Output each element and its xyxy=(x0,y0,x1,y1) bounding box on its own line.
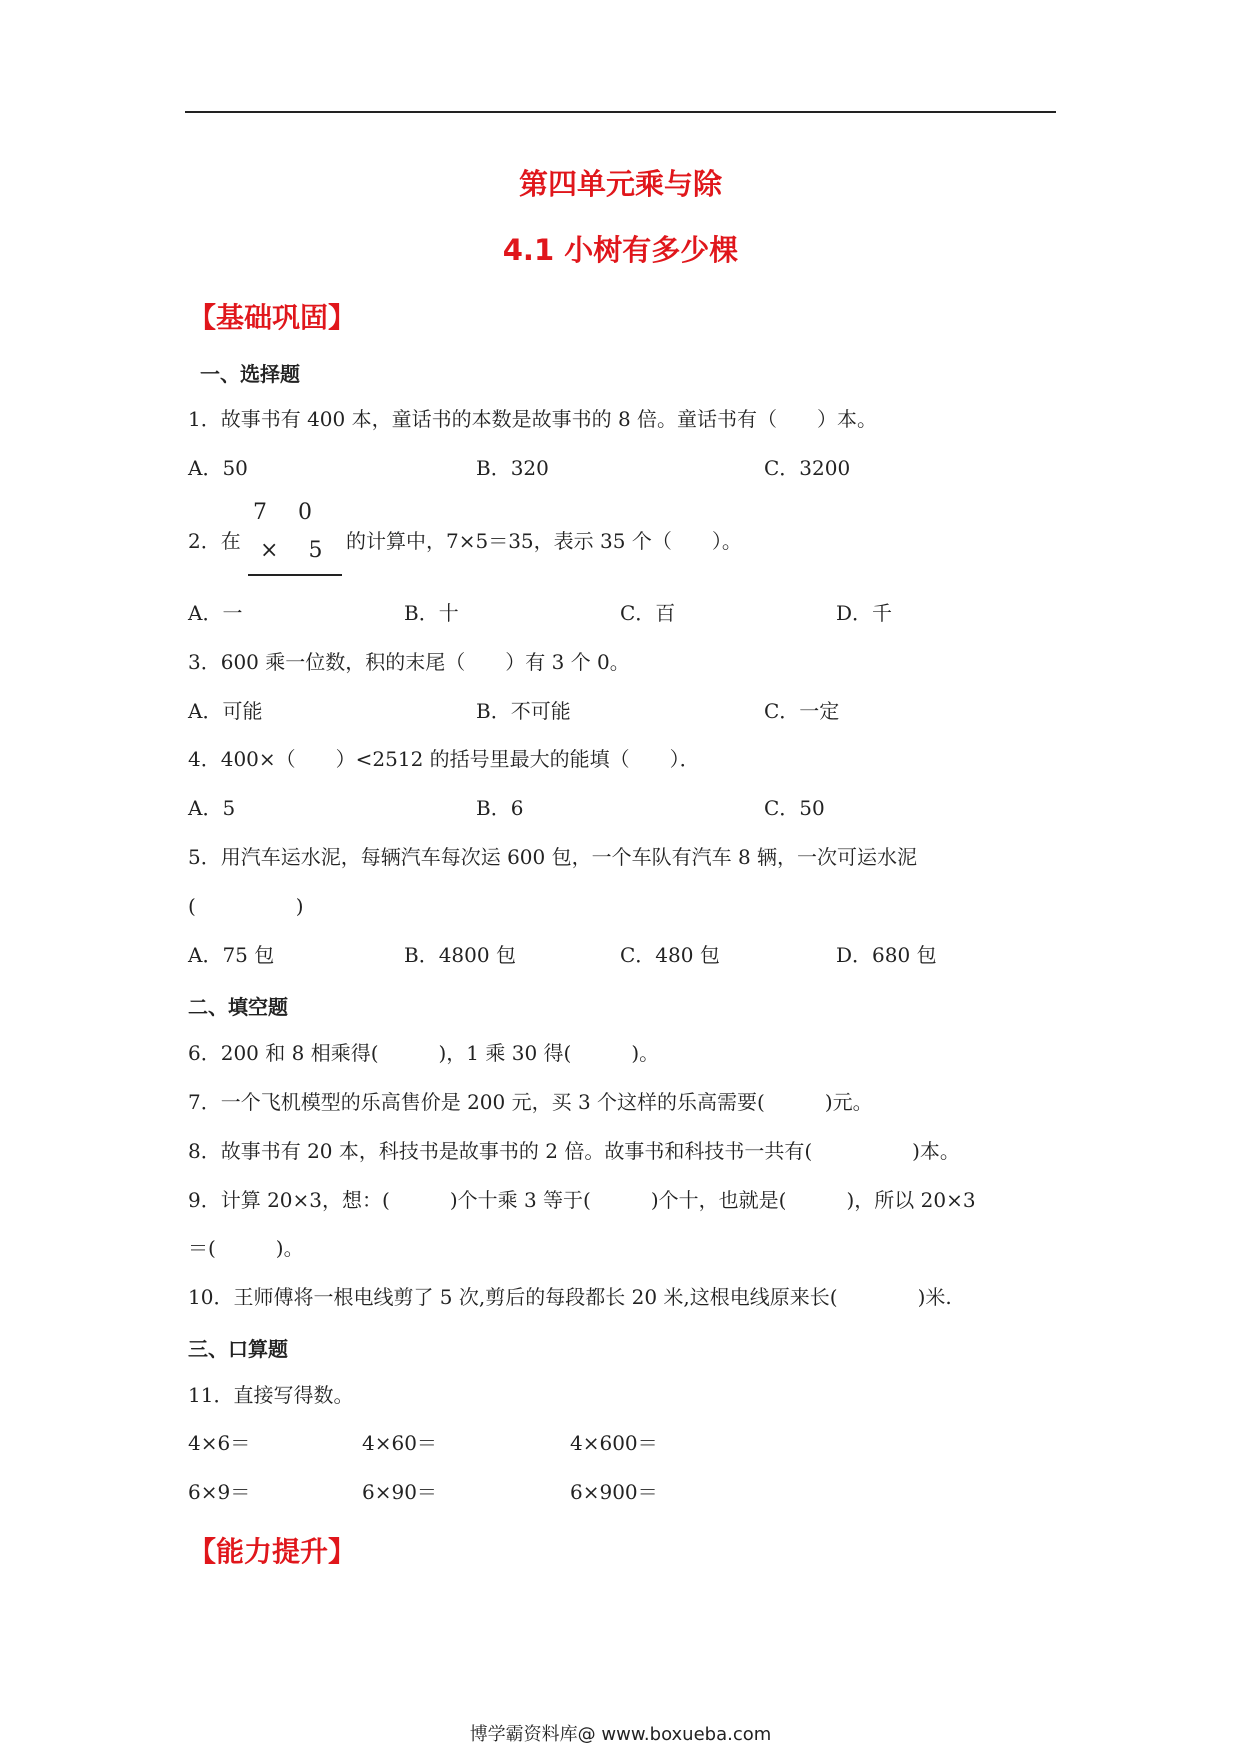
q1-option-b: B．320 xyxy=(476,456,549,480)
q2-option-c: C．百 xyxy=(620,601,676,625)
q11-item: 6×9＝ xyxy=(188,1480,251,1504)
multiply-sign: × xyxy=(260,538,279,563)
q2-suffix: 的计算中，7×5＝35，表示 35 个（ ）。 xyxy=(346,529,742,553)
q11-item: 6×900＝ xyxy=(570,1480,658,1504)
q7-text: 7．一个飞机模型的乐高售价是 200 元，买 3 个这样的乐高需要( )元。 xyxy=(188,1090,873,1114)
footer-watermark: 博学霸资料库@ www.boxueba.com xyxy=(469,1724,772,1745)
vertical-multiplier xyxy=(260,538,322,563)
q11-item: 6×90＝ xyxy=(362,1480,437,1504)
part2-heading: 二、填空题 xyxy=(188,995,288,1019)
q5-text: 5．用汽车运水泥，每辆汽车每次运 600 包，一个车队有汽车 8 辆，一次可运水泥 xyxy=(188,845,918,869)
q2-option-d: D．千 xyxy=(836,601,893,625)
lesson-title: 4.1 小树有多少棵 xyxy=(502,233,739,267)
unit-title: 第四单元乘与除 xyxy=(518,167,722,201)
vertical-multiplication xyxy=(248,496,342,578)
q11-text: 11．直接写得数。 xyxy=(188,1383,354,1407)
q1-text: 1．故事书有 400 本，童话书的本数是故事书的 8 倍。童话书有（ ）本。 xyxy=(188,407,878,431)
section-basic: 【基础巩固】 xyxy=(188,301,357,334)
header-rule xyxy=(185,111,1056,113)
q5-blank: ( ) xyxy=(188,894,304,918)
q11-item: 4×600＝ xyxy=(570,1431,658,1455)
q4-text: 4．400×（ ）<2512 的括号里最大的能填（ ）． xyxy=(188,747,700,771)
q8-text: 8．故事书有 20 本，科技书是故事书的 2 倍。故事书和科技书一共有( )本。 xyxy=(188,1139,960,1163)
vertical-top-number: 7 0 xyxy=(253,500,324,525)
q3-text: 3．600 乘一位数，积的末尾（ ）有 3 个 0。 xyxy=(188,650,630,674)
q11-item: 4×6＝ xyxy=(188,1431,251,1455)
q5-option-a: A．75 包 xyxy=(188,943,275,967)
q9-text: 9．计算 20×3，想：( )个十乘 3 等于( )个十，也就是( )，所以 20×3 xyxy=(188,1188,976,1212)
q5-option-d: D．680 包 xyxy=(836,943,937,967)
q3-option-b: B．不可能 xyxy=(476,699,571,723)
q10-text: 10．王师傅将一根电线剪了 5 次,剪后的每段都长 20 米,这根电线原来长( )米. xyxy=(188,1285,952,1309)
q3-option-c: C．一定 xyxy=(764,699,840,723)
q4-option-c: C．50 xyxy=(764,796,825,820)
q2-option-b: B．十 xyxy=(404,601,459,625)
q2-option-a: A．一 xyxy=(188,601,243,625)
multiplier-number: 5 xyxy=(308,538,323,563)
q1-option-c: C．3200 xyxy=(764,456,851,480)
q4-option-b: B．6 xyxy=(476,796,524,820)
section-advanced: 【能力提升】 xyxy=(188,1535,357,1568)
q4-option-a: A．5 xyxy=(188,796,236,820)
q9-text-cont: ＝( )。 xyxy=(188,1236,304,1260)
q1-option-a: A．50 xyxy=(188,456,248,480)
q6-text: 6．200 和 8 相乘得( )，1 乘 30 得( )。 xyxy=(188,1041,660,1065)
q5-option-b: B．4800 包 xyxy=(404,943,516,967)
part3-heading: 三、口算题 xyxy=(188,1337,288,1361)
q11-item: 4×60＝ xyxy=(362,1431,437,1455)
q2-prefix: 2．在 xyxy=(188,529,241,553)
q3-option-a: A．可能 xyxy=(188,699,263,723)
part1-heading: 一、选择题 xyxy=(200,362,300,386)
vertical-bar xyxy=(248,574,342,576)
q5-option-c: C．480 包 xyxy=(620,943,720,967)
